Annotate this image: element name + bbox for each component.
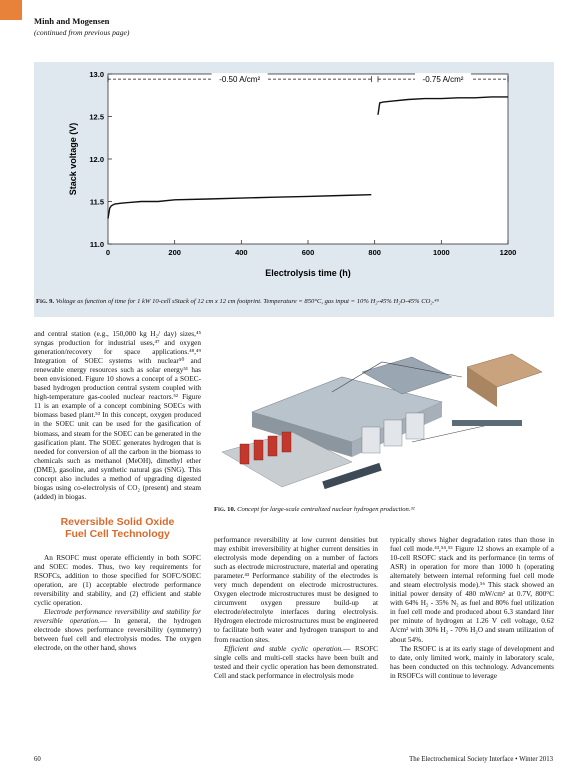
text-column-2 <box>214 536 378 681</box>
y-tick-label: 12.5 <box>89 112 104 122</box>
x-tick-label: 400 <box>235 248 248 257</box>
y-tick-label: 13.0 <box>89 70 104 79</box>
paragraph: The RSOFC is at its early stage of development and to date, only limited work, mainly in laboratory scale, has been conducted on this technology. Advancements in RSOFCs will continue to leverage <box>390 644 554 680</box>
y-tick-label: 11.0 <box>89 240 104 249</box>
paragraph: and central station (e.g., 150,000 kg H₂/ day) sizes,⁴⁵ syngas production for industrial uses,⁴⁷ and oxygen generation/recovery for space applications.⁴⁸,⁴⁹ Integration of SOEC systems with nuclear⁵⁰ and renewable energy resources such as solar energy⁵¹ has been envisioned. Figure 10 shows a concept of a SOEC-based hydrogen production central system coupled with high-temperature gas-cooled nuclear reactors.⁵² Figure 11 is an example of a concept combining SOECs with biomass based plant.⁵³ In this concept, oxygen produced in the SOEC unit can be used for the gasification of biomass, and steam for the SOEC can be generated in the gasification plant. The SOEC generates hydrogen that is needed for conversion of all the carbon in the biomass to chemicals such as methanol (MeOH), dimethyl ether (DME), gasoline, and synthetic natural gas (SNG). This concept also includes a method of upgrading digested biogas using co-electrolysis of CO₂ (present) and steam (added) in biogas. <box>34 330 201 501</box>
paragraph: performance reversibility at low current densities but may exhibit irreversibility at higher current densities in electrolysis mode depending on a number of factors such as electrode microstructure, material and operating parameter.⁴³ Performance stability of the electrodes is very much dependent on electrode microstructures. Oxygen electrode microstructures must be designed to circumvent oxygen pressure build-up at electrode/electrolyte interfaces during electrolysis. Hydrogen electrode microstructures must be engineered to facilitate both water and hydrogen transport to and from reaction sites. <box>214 536 378 644</box>
figure-10-caption-label: Fig. 10. <box>214 506 236 513</box>
x-tick-label: 1000 <box>432 248 450 257</box>
y-axis-label: Stack voltage (V) <box>68 122 78 196</box>
x-tick-label: 600 <box>301 248 315 257</box>
figure-9-caption-text: Voltage as function of time for 1 kW 10-cell sStack of 12 cm x 12 cm footprint. Temperature = 850°C, gas input = 10% H₂-45% H₂O-45% CO₂.⁴⁵ <box>55 298 439 305</box>
y-tick-label: 11.5 <box>89 197 104 207</box>
run-in-heading: Efficient and stable cyclic operation. <box>224 644 343 653</box>
paragraph <box>214 645 378 681</box>
text-column-3 <box>390 536 554 681</box>
figure-9 <box>34 62 554 317</box>
paragraph <box>34 608 201 653</box>
paragraph: typically shows higher degradation rates than those in fuel cell mode.⁴³,⁵⁴,⁵⁵ Figure 12 shows an example of a 10-cell RSOFC stack and its performance (in terms of ASR) in operation for more than 1000 h (operating alternately between internal reforming fuel cell mode and steam electrolysis mode).⁵⁶ This stack showed an initial power density of 480 mW/cm² at 0.7V, 800°C with 64% H₂ - 35% N₂ as fuel and 80% fuel utilization in fuel cell mode and produced about 6.3 standard liter per minute of hydrogen at 1.26 V cell voltage, 0.62 A/cm² with 30% H₂ - 70% H₂O and steam utilization of about 54%. <box>390 536 554 644</box>
run-in-heading: Electrode performance reversibility and stability for reversible operation. <box>34 608 201 626</box>
y-tick-label: 12.0 <box>89 155 104 164</box>
paragraph-text: — RSOFC single cells and multi-cell stacks have been built and tested and their cyclic operation has been demonstrated. Cell and stack performance in electrolysis mode <box>214 644 378 680</box>
x-tick-label: 800 <box>368 248 381 257</box>
x-tick-label: 200 <box>168 248 181 257</box>
continued-note: (continued from previous page) <box>34 28 130 37</box>
nuclear-hydrogen-plant-illustration <box>212 332 554 502</box>
voltage-chart <box>34 62 554 297</box>
paragraph-text: — In general, the hydrogen electrode shows performance reversibility (symmetry) between fuel cell and electrolysis modes. The oxygen electrode, on the other hand, shows <box>34 617 201 653</box>
corner-accent <box>0 0 22 20</box>
page-number: 60 <box>34 756 41 763</box>
figure-10-caption <box>214 506 554 513</box>
figure-9-caption <box>36 298 551 305</box>
x-tick-label: 1200 <box>499 248 517 257</box>
section-heading <box>34 516 201 540</box>
range-label: -0.75 A/cm² <box>422 75 464 85</box>
text-column-1 <box>34 330 201 653</box>
paragraph: An RSOFC must operate efficiently in both SOFC and SOEC modes. Thus, two key requirements for RSOFCs, addition to those specified for SOFC/SOEC operation, are (1) acceptable electrode performance reversibility and stability, and (2) efficient and stable cyclic operation. <box>34 553 201 608</box>
x-tick-label: 0 <box>105 248 111 257</box>
journal-name: The Electrochemical Society Interface • Winter 2013 <box>409 756 553 763</box>
authors: Minh and Mogensen <box>34 16 110 26</box>
range-label: -0.50 A/cm² <box>219 75 261 85</box>
figure-9-caption-label: Fig. 9. <box>36 298 55 305</box>
page-header <box>34 16 129 37</box>
plot-area <box>108 74 508 244</box>
x-axis-label: Electrolysis time (h) <box>265 268 351 278</box>
section-heading-line-1: Reversible Solid Oxide <box>60 515 175 528</box>
figure-10-caption-text: Concept for large-scale centralized nuclear hydrogen production.³² <box>237 506 415 513</box>
section-heading-line-2: Fuel Cell Technology <box>65 527 170 540</box>
